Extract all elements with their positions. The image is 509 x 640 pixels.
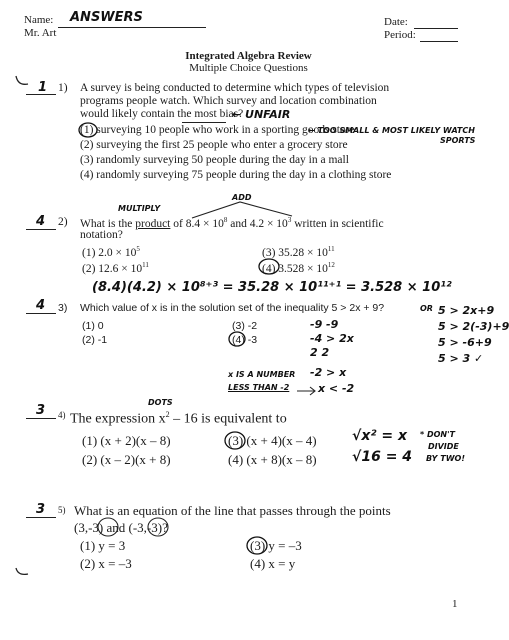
margin-check-mark <box>14 74 30 90</box>
q2-question: What is the product of $8.4 \times 10^8$ and $4.2 \times 10^3$ written in scientific <box>80 216 384 230</box>
q4-work-1: √x² = x <box>352 428 408 444</box>
q5-choice-2: (2) x = –3 <box>80 556 132 571</box>
q4-note-dots: DOTS <box>148 398 173 407</box>
period-label: Period: <box>384 29 416 41</box>
q5-number: 5) <box>58 505 66 515</box>
q4-question: The expression $x^2 - 16$ is equivalent to <box>70 410 287 427</box>
page-title: Integrated Algebra Review <box>185 50 312 62</box>
q2-choice-1: (1) $2.0 \times 10^5$ <box>82 245 140 259</box>
q3-work-step2: -4 > 2x <box>310 332 354 345</box>
q5-point-circles <box>96 516 174 538</box>
q4-note-3: BY TWO! <box>426 454 465 463</box>
q3-number: 3) <box>58 302 68 314</box>
name-value: ANSWERS <box>70 10 143 25</box>
name-label: Name: <box>24 14 54 26</box>
q3-answer-line <box>26 313 56 314</box>
q2-number: 2) <box>58 216 68 228</box>
q2-choice-3: (3) $35.28 \times 10^{11}$ <box>262 245 335 259</box>
q3-answer: 4 <box>36 298 46 313</box>
name-line <box>58 27 206 28</box>
q1-choice-1: (1) surveying 10 people who work in a sporting goods store <box>80 124 355 136</box>
period-line <box>420 41 458 42</box>
q2-answer: 4 <box>36 214 46 229</box>
q3-question: Which value of x is in the solution set of the inequality 5 > 2x + 9? <box>80 302 385 314</box>
date-line <box>414 28 458 29</box>
q1-answer-circle <box>78 122 98 138</box>
q1-text-line3: would likely contain the most bias? <box>80 108 244 120</box>
q3-answer-circle <box>228 331 246 347</box>
q4-answer-circle <box>224 431 246 450</box>
q3-choice-3: (3) -2 <box>232 320 258 332</box>
q1-underline-most-bias <box>182 122 226 123</box>
q1-note-unfair: ← UNFAIR <box>232 108 291 121</box>
q3-note-or: OR <box>420 304 433 313</box>
q1-number: 1) <box>58 82 68 94</box>
page-subtitle: Multiple Choice Questions <box>189 62 308 74</box>
q3-choice-4: (4) -3 <box>232 334 258 346</box>
q5-text-line2: (3,-3) and (-3,-3)? <box>74 520 168 535</box>
q3-check-step1: 5 > 2x+9 <box>438 304 495 317</box>
q3-work-step5: x < -2 <box>318 382 355 395</box>
q2-note-add: ADD <box>232 193 252 202</box>
q3-work-step4: -2 > x <box>310 366 347 379</box>
q3-check-step3: 5 > -6+9 <box>438 336 492 349</box>
q4-choice-1: (1) (x + 2)(x – 8) <box>82 433 171 448</box>
q1-note-sports: SPORTS <box>440 136 476 145</box>
q3-work-step1: -9 -9 <box>310 318 339 331</box>
q5-choice-3: (3) y = –3 <box>250 538 302 553</box>
q2-answer-line <box>26 229 56 230</box>
q4-answer-line <box>26 418 56 419</box>
q5-choice-4: (4) x = y <box>250 556 296 571</box>
q4-choice-2: (2) (x – 2)(x + 8) <box>82 452 171 467</box>
q5-choice-1: (1) y = 3 <box>80 538 126 553</box>
q4-note-1: * DON'T <box>420 430 456 439</box>
date-label: Date: <box>384 16 408 28</box>
q4-choice-3: (3) (x + 4)(x – 4) <box>228 433 317 448</box>
q2-text-line2: notation? <box>80 229 123 241</box>
q4-note-2: DIVIDE <box>428 442 459 451</box>
q2-note-multiply: MULTIPLY <box>118 204 161 213</box>
q1-choice-3: (3) randomly surveying 50 people during the day in a mall <box>80 154 349 166</box>
q2-choice-4: (4) $3.528 \times 10^{12}$ <box>262 261 335 275</box>
q5-answer-circle <box>246 536 268 555</box>
q1-choice-4: (4) randomly surveying 75 people during the day in a clothing store <box>80 169 392 181</box>
q2-answer-circle <box>258 258 280 275</box>
q3-arrow <box>296 386 318 396</box>
q1-text-line1: A survey is being conducted to determine which types of television <box>80 82 390 94</box>
q2-choice-2: (2) $12.6 \times 10^{11}$ <box>82 261 149 275</box>
q1-answer: 1 <box>38 80 48 95</box>
q4-choice-4: (4) (x + 8)(x – 8) <box>228 452 317 467</box>
q3-check-step2: 5 > 2(-3)+9 <box>438 320 509 333</box>
q4-answer: 3 <box>36 403 46 418</box>
q3-note-less: LESS THAN -2 <box>228 383 290 392</box>
page-number: 1 <box>452 598 458 610</box>
q3-check-step4: 5 > 3 ✓ <box>438 352 484 365</box>
q5-answer: 3 <box>36 502 46 517</box>
q3-choice-1: (1) 0 <box>82 320 104 332</box>
q4-work-2: √16 = 4 <box>352 449 413 465</box>
q1-note-too-small: ← TOO SMALL & MOST LIKELY WATCH <box>308 126 475 135</box>
margin-check-mark-bottom <box>14 566 30 580</box>
q3-note-x: x IS A NUMBER <box>228 370 296 379</box>
q5-answer-line <box>26 517 56 518</box>
q1-text-line2: programs people watch. Which survey and location combination <box>80 95 377 107</box>
q2-work: (8.4)(4.2) × 10⁸⁺³ = 35.28 × 10¹¹⁺¹ = 3.528 × 10¹² <box>92 280 452 295</box>
q3-choice-2: (2) -1 <box>82 334 108 346</box>
teacher-name: Mr. Art <box>24 27 57 39</box>
q3-work-step3: 2 2 <box>310 346 330 359</box>
q1-choice-2: (2) surveying the first 25 people who enter a grocery store <box>80 139 348 151</box>
q4-number: 4) <box>58 410 66 420</box>
q5-text-line1: What is an equation of the line that passes through the points <box>74 503 391 518</box>
